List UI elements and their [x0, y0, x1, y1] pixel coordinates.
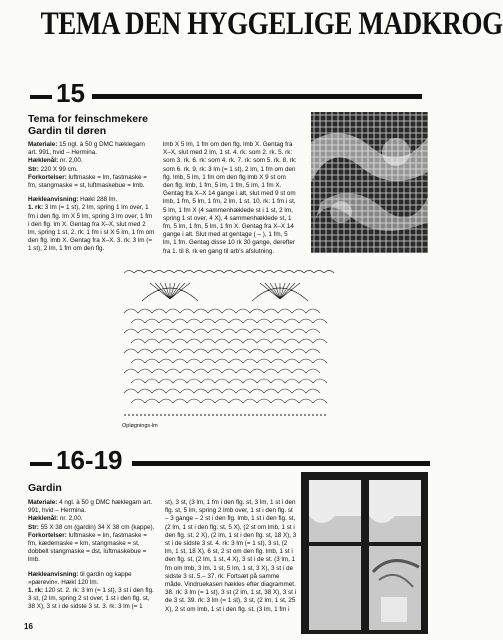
- text: luftmaske = lm, fastmaske = fm, kædemaske = km, stangmaske = st, dobbelt stangmaske = dst, luftmaskebue = lmb.: [28, 531, 147, 564]
- text: 15 ngl. à 50 g DMC hæklegarn art. 991, hvid – Hermina.: [28, 141, 145, 157]
- section-rule: [92, 94, 422, 99]
- paragraph: [28, 499, 157, 515]
- label: Hækleanvisning:: [28, 570, 79, 578]
- label: Materiale:: [28, 499, 58, 506]
- paragraph: [28, 587, 157, 612]
- paragraph: [28, 204, 155, 253]
- paragraph: [28, 166, 155, 174]
- paragraph: [28, 532, 157, 565]
- instructions-column-2: [163, 141, 297, 256]
- paragraph: [28, 174, 155, 190]
- label: 1. rk:: [28, 204, 44, 212]
- section-dash: [30, 462, 52, 466]
- text: nr. 2,00.: [58, 157, 83, 165]
- text: luftmaske = lm, fastmaske = fm, stangmaske = st, luftmaskebue = lmb.: [28, 173, 147, 190]
- text: 4 ngl. à 50 g DMC hæklegarn art. 991, hvid – Hermina.: [28, 499, 153, 515]
- text: 55 X 38 cm (gardin) 34 X 38 cm (kappe).: [38, 523, 155, 531]
- crochet-diagram: [120, 265, 330, 420]
- section-number: 15: [56, 78, 85, 108]
- paragraph: [28, 571, 157, 587]
- paragraph: [165, 499, 297, 614]
- text: 220 X 99 cm.: [38, 165, 78, 173]
- text: nr. 2,00.: [58, 515, 83, 523]
- page-number: 16: [24, 622, 33, 631]
- paragraph: [28, 196, 155, 204]
- instructions-column-1: [28, 141, 155, 254]
- label: Hæklenål:: [28, 157, 59, 165]
- section-title: Gardin: [28, 482, 62, 494]
- section-rule: [132, 461, 430, 466]
- label: 1. rk:: [28, 587, 44, 595]
- text: lmb X 5 lm, 1 fm om den flg. lmb X. Gentag fra X–X, slut med 2 lm, 1 st. 4. rk: som 2. rk. 5. rk: som 3. rk. 6. rk: som 4. rk. 7. rk: som 5. rk. 8. rk: som 6. rk. 9. rk: 3 lm (= 1 st), 2 lm, 1 fm om den flg. lmb, 5 lm, 1 fm om den flg lmb X 9 st om den flg. lmb, 1 fm, 5 lm, 1 fm, 5 lm, 1 fm X. Gentag fra X–X 14 gange i alt, slut med 9 st om lmb, 1 fm, 5 lm, 1 fm, 2 lm, 1 st. 10. rk: 1 fm i st, 5 lm, 1 fm X (4 sammenhæklede st i 1 st, 2 lm, spring 1 st over, 4 X), 4 sammenhæklede st, 1 fm, 5 lm, 1 fm, 5 lm, 1 fm X. Gentag fra X–X 14 gange i alt. Slut med at gentage ( – ), 1 fm, 5 lm, 1 fm. Gentag disse 10 rk 30 gange, derefter fra 1. til 8. rk en gang til arb's afslutning.: [163, 141, 297, 255]
- paragraph: [28, 515, 157, 523]
- label: Materiale:: [28, 141, 58, 148]
- label: Hæklenål:: [28, 515, 59, 523]
- label: Forkortelser:: [28, 173, 67, 181]
- label: Str:: [28, 165, 39, 173]
- label: Hækleanvisning:: [28, 196, 79, 204]
- section-number: 16-19: [56, 445, 123, 475]
- text: st), 3 st, (3 lm, 1 fm i den flg. st, 3 lm, 1 st i den flg. st, 5 lm, spring 2 lmb over, 1 st i den flg. st – 3 gange – 2 st i den flg. lmb, 1 st i den flg. st, (2 lm, 1 st i den flg. st, 5 X), (2 st om lmb, 1 st i den flg. st, 2 X), (2 lm, 1 st i den flg. st, 18 X), 3 st i de sidste 3 st. 4. rk: 3 lm (= 1 st), 3 st, (2 lm, 1 st, 18 X), 6 st, 2 st om den flg. lmb, 1 st i den flg. st, (2 lm, 1 st, 4 X), 3 st i de st. (3 lm, 1 fm om lmb, 3 lm, 1 st, 5 lm, 1 st, 3 X), 3 st i de sidste 3 st. 5.– 37. rk: Fortsæt på samme måde. Vindruekasen hækles efter diagrammet. 38. rk: 3 lm (= 1 st), 3 st (2 lm, 1 st, 38 X), 3 st i de 3 st. 39. rk: 3 lm (= 1 st), 3 st, (2 lm, 1 st, 25 X), 2 st om lmb, 1 st i den flg. st, (3 lm, 1 fm i: [165, 499, 297, 613]
- text: til gardin og kappe »pærevin«. Hækl 120 lm.: [28, 570, 132, 586]
- shell-motifs: [124, 271, 334, 302]
- paragraph: [28, 141, 155, 157]
- chart-caption: Opløgnings-lm: [122, 423, 158, 429]
- text: 3 lm (= 1 st), 2 lm, spring 1 lm over, 1 fm i den flg. lm X 5 lm, spring 3 lm over, 1 fm i den flg. lm X. Gentag fra X–X, slut med 2 lm, spring 1 st, 2. rk: 1 fm i st X 5 lm, 1 fm om den flg. lmb X. Gentag fra X–X. 3. rk: 3 lm (= 1 st), 2 lm, 1 fm om den flg.: [28, 204, 155, 253]
- curtain-photo: [311, 112, 428, 253]
- paragraph: [163, 141, 297, 256]
- label: Forkortelser:: [28, 531, 67, 539]
- section-dash: [30, 95, 52, 99]
- section-title: Gardin til døren: [28, 125, 107, 137]
- instructions-column-2: [165, 499, 297, 614]
- window-curtain-photo: [301, 472, 428, 634]
- text: Hækl 288 lm.: [78, 196, 118, 204]
- chain-loops: [124, 309, 327, 403]
- page-title: TEMA DEN HYGGELIGE MADKROG: [40, 6, 503, 42]
- label: Str:: [28, 523, 39, 531]
- paragraph: [28, 157, 155, 165]
- instructions-column-1: [28, 499, 157, 612]
- paragraph: [28, 524, 157, 532]
- text: 120 st. 2. rk: 3 lm (= 1 st), 3 st i den flg. 3 st, (2 lm, spring 2 st over, 1 st i den flg. st, 38 X), 3 st i de sidste 3 st. 3. rk: 3 lm (= 1: [28, 587, 154, 611]
- section-subtitle: Tema for feinschmekere: [28, 113, 149, 125]
